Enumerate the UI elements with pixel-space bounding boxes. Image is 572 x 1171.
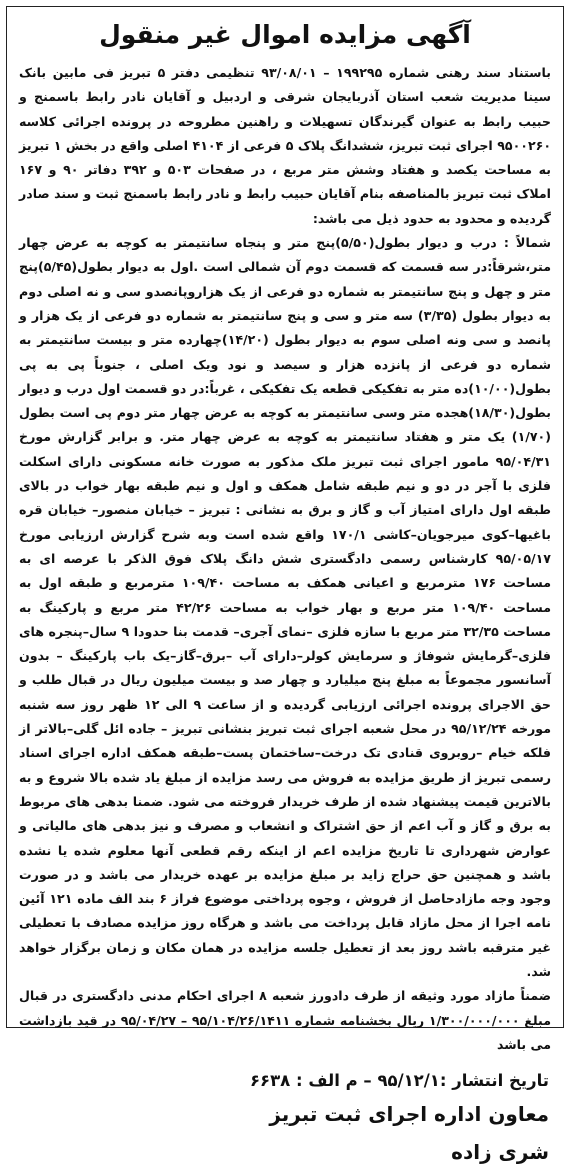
notice-frame [6, 6, 564, 1165]
boundaries-paragraph: شمالاً : درب و دیوار بطول(۵/۵۰)پنج متر و پنجاه سانتیمتر به کوچه به عرض چهار متر،شرقاً:در سه قسمت که قسمت دوم آن شمالی است .اول به دیوار بطول(۵/۴۵)پنج متر و چهل و پنج سانتیمتر به شماره دو فرعی از یک هزاروپانصدو سی و نه اصلی دوم به دیوار بطول (۳/۳۵) سه متر و سی و پنج سانتیمتر به شماره دو فرعی از یک هزار و پانصد و سی ونه اصلی سوم به دیوار بطول (۱۴/۲۰)چهارده متر و بیست سانتیمتر به شماره دو فرعی از پانزده هزار و سیصد و نود ویک اصلی ، جنوباً پی به پی بطول(۱۰/۰۰)ده متر به تفکیکی قطعه یک تفکیکی ، غرباً:در دو قسمت اول درب و دیوار بطول(۱۸/۳۰)هجده متر وسی سانتیمتر به کوچه به عرض چهار متر دوم پی است بطول (۱/۷۰) یک متر و هفتاد سانتیمتر به کوچه به عرض چهار متر. و برابر گزارش مورخ ۹۵/۰۴/۳۱ مامور اجرای ثبت تبریز ملک مذکور به صورت خانه مسکونی دارای اسکلت فلزی با آجر در دو و نیم طبقه شامل همکف و اول و نیم طبقه بهار خواب در بالای طبقه اول دارای امتیاز آب و گاز و برق به نشانی : تبریز – خیابان منصور– خیابان قره باغیها–کوی میرجویان–کاشی ۱۷۰/۱ واقع شده است وبه شرح گزارش ارزیابی مورخ ۹۵/۰۵/۱۷ کارشناس رسمی دادگستری شش دانگ پلاک فوق الذکر با عرصه ای به مساحت ۱۷۶ مترمربع و اعیانی همکف به مساحت ۱۰۹/۴۰ مترمربع و طبقه اول به مساحت ۱۰۹/۴۰ متر مربع و بهار خواب به مساحت ۴۲/۲۶ متر مربع و پارکینگ به مساحت ۳۲/۳۵ متر مربع با سازه فلزی –نمای آجری– قدمت بنا حدودا ۹ سال–پنجره های فلزی–گرمایش شوفاژ و سرمایش کولر–دارای آب –برق–گاز–یک باب پارکینگ – بدون آسانسور مجموعاً به مبلغ پنج میلیارد و چهار صد و بیست میلیون ریال در قبال طلب و حق الاجرای پرونده اجرائی ارزیابی گردیده و از ساعت ۹ الی ۱۲ ظهر روز سه شنبه مورخه ۹۵/۱۲/۲۴ در محل شعبه اجرای ثبت تبریز بنشانی تبریز – جاده ائل گلی–بالاتر از فلکه خیام –روبروی قنادی تک درخت–ساختمان پست–طبقه همکف اداره اجرای اسناد رسمی تبریز از طریق مزایده به فروش می رسد مزایده از مبلغ یاد شده بالا شروع و به بالاترین قیمت پیشنهاد شده از طرف خریدار فروخته می شود. ضمنا بدهی های مربوط به برق و گاز و آب اعم از حق اشتراک و انشعاب و مصرف و نیز بدهی های مالیاتی و عوارض شهرداری تا تاریخ مزایده اعم از اینکه رقم قطعی آنها معلوم شده یا نشده باشد و همچنین حق حراج زاید بر مبلغ مزایده بر عهده خریدار می باشد و در صورت وجود وجه مازادحاصل از فروش ، وجوه پرداختی موضوع فراز ۶ بند الف ماده ۱۲۱ آئین نامه اجرا از محل مازاد قابل پرداخت می باشد و هرگاه روز مزایده مصادف با تعطیلی غیر مترقبه باشد روز بعد از تعطیل جلسه مزایده در همان مکان و زمان برگزار خواهد شد. [19, 235, 552, 979]
notice-body [7, 61, 563, 1057]
signer-office: معاون اداره اجرای ثبت تبریز [269, 1102, 549, 1127]
signer-name: شری زاده [451, 1140, 549, 1165]
intro-paragraph: باستناد سند رهنی شماره ۱۹۹۲۹۵ – ۹۳/۰۸/۰۱ تنظیمی دفتر ۵ تبریز فی مابین بانک سینا مدیریت شعب استان آذربایجان شرقی و اردبیل و آقایان نادر رابط باسمنج و حبیب رابط به عنوان گیرندگان تسهیلات و راهنین مطروحه در پرونده اجرائی کلاسه ۹۵۰۰۲۶۰ اجرای ثبت تبریز، ششدانگ پلاک ۵ فرعی از ۴۱۰۴ اصلی واقع در بخش ۱ تبریز به مساحت یکصد و هفتاد وشش متر مربع ، در صفحات ۵۰۳ و ۳۹۲ دفاتر ۹۰ و ۱۶۷ املاک ثبت تبریز بالمناصفه بنام آقایان حبیب رابط و نادر رابط باسمنج ثبت و سند صادر گردیده و محدود به حدود ذیل می باشد: [19, 65, 552, 226]
notice-title: آگهی مزایده اموال غیر منقول [99, 20, 471, 49]
surplus-paragraph: ضمناً مازاد مورد وثیقه از طرف دادورز شعبه ۸ اجرای احکام مدنی دادگستری در قبال مبلغ ۱/۳۰۰/۰۰۰/۰۰۰ ریال بخشنامه شماره ۹۵/۱۰۴/۲۶/۱۴۱۱ – ۹۵/۰۴/۲۷ در قید بازداشت می باشد [19, 988, 551, 1052]
publication-date: تاریخ انتشار :۹۵/۱۲/۱ – م الف : ۶۶۳۸ [249, 1071, 549, 1091]
notice-footer [7, 1067, 563, 1171]
